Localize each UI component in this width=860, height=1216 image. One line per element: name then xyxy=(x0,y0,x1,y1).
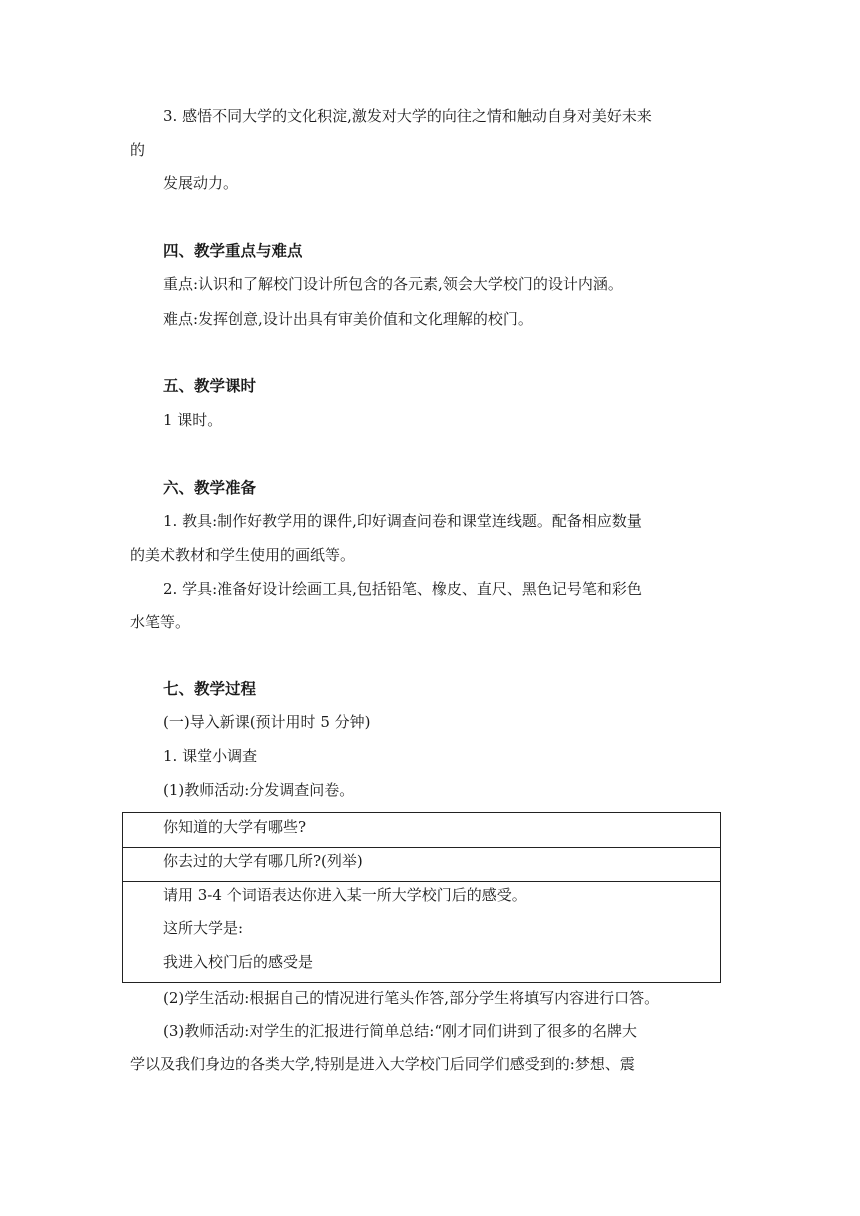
section-4-heading: 四、教学重点与难点 xyxy=(163,242,303,260)
learning-tools-line-1: 2. 学具:准备好设计绘画工具,包括铅笔、橡皮、直尺、黑色记号笔和彩色 xyxy=(163,580,642,598)
section-6-heading: 六、教学准备 xyxy=(163,479,257,497)
teacher-activity-3-line-1: (3)教师活动:对学生的汇报进行简单总结:“刚才同们讲到了很多的名牌大 xyxy=(163,1022,638,1040)
teacher-activity-1: (1)教师活动:分发调查问卷。 xyxy=(163,781,355,799)
student-activity-2: (2)学生活动:根据自己的情况进行笔头作答,部分学生将填写内容进行口答。 xyxy=(163,989,660,1007)
survey-question-1: 你知道的大学有哪些? xyxy=(163,818,307,836)
learning-tools-line-2: 水笔等。 xyxy=(130,613,191,631)
survey-step-heading: 1. 课堂小调查 xyxy=(163,747,258,765)
table-divider xyxy=(123,847,720,848)
survey-university-prompt: 这所大学是: xyxy=(163,919,244,937)
teaching-aids-line-1: 1. 教具:制作好教学用的课件,印好调查问卷和课堂连线题。配备相应数量 xyxy=(163,512,642,530)
lesson-count-text: 1 课时。 xyxy=(163,411,223,429)
section-7-heading: 七、教学过程 xyxy=(163,680,257,698)
section-5-heading: 五、教学课时 xyxy=(163,377,257,395)
objective-3-line-3: 发展动力。 xyxy=(163,174,239,192)
objective-3-line-1: 3. 感悟不同大学的文化积淀,激发对大学的向往之情和触动自身对美好未来 xyxy=(163,107,652,125)
intro-subheading: (一)导入新课(预计用时 5 分钟) xyxy=(163,713,371,731)
table-divider xyxy=(123,881,720,882)
key-point-text: 重点:认识和了解校门设计所包含的各元素,领会大学校门的设计内涵。 xyxy=(163,275,623,293)
teacher-activity-3-line-2: 学以及我们身边的各类大学,特别是进入大学校门后同学们感受到的:梦想、震 xyxy=(130,1055,635,1073)
difficulty-text: 难点:发挥创意,设计出具有审美价值和文化理解的校门。 xyxy=(163,310,533,328)
survey-question-2: 你去过的大学有哪几所?(列举) xyxy=(163,852,363,870)
teaching-aids-line-2: 的美术教材和学生使用的画纸等。 xyxy=(130,546,356,564)
survey-table xyxy=(122,812,721,983)
objective-3-line-2: 的 xyxy=(130,141,146,159)
survey-feeling-prompt: 我进入校门后的感受是 xyxy=(163,953,314,971)
survey-question-3: 请用 3-4 个词语表达你进入某一所大学校门后的感受。 xyxy=(163,886,527,904)
